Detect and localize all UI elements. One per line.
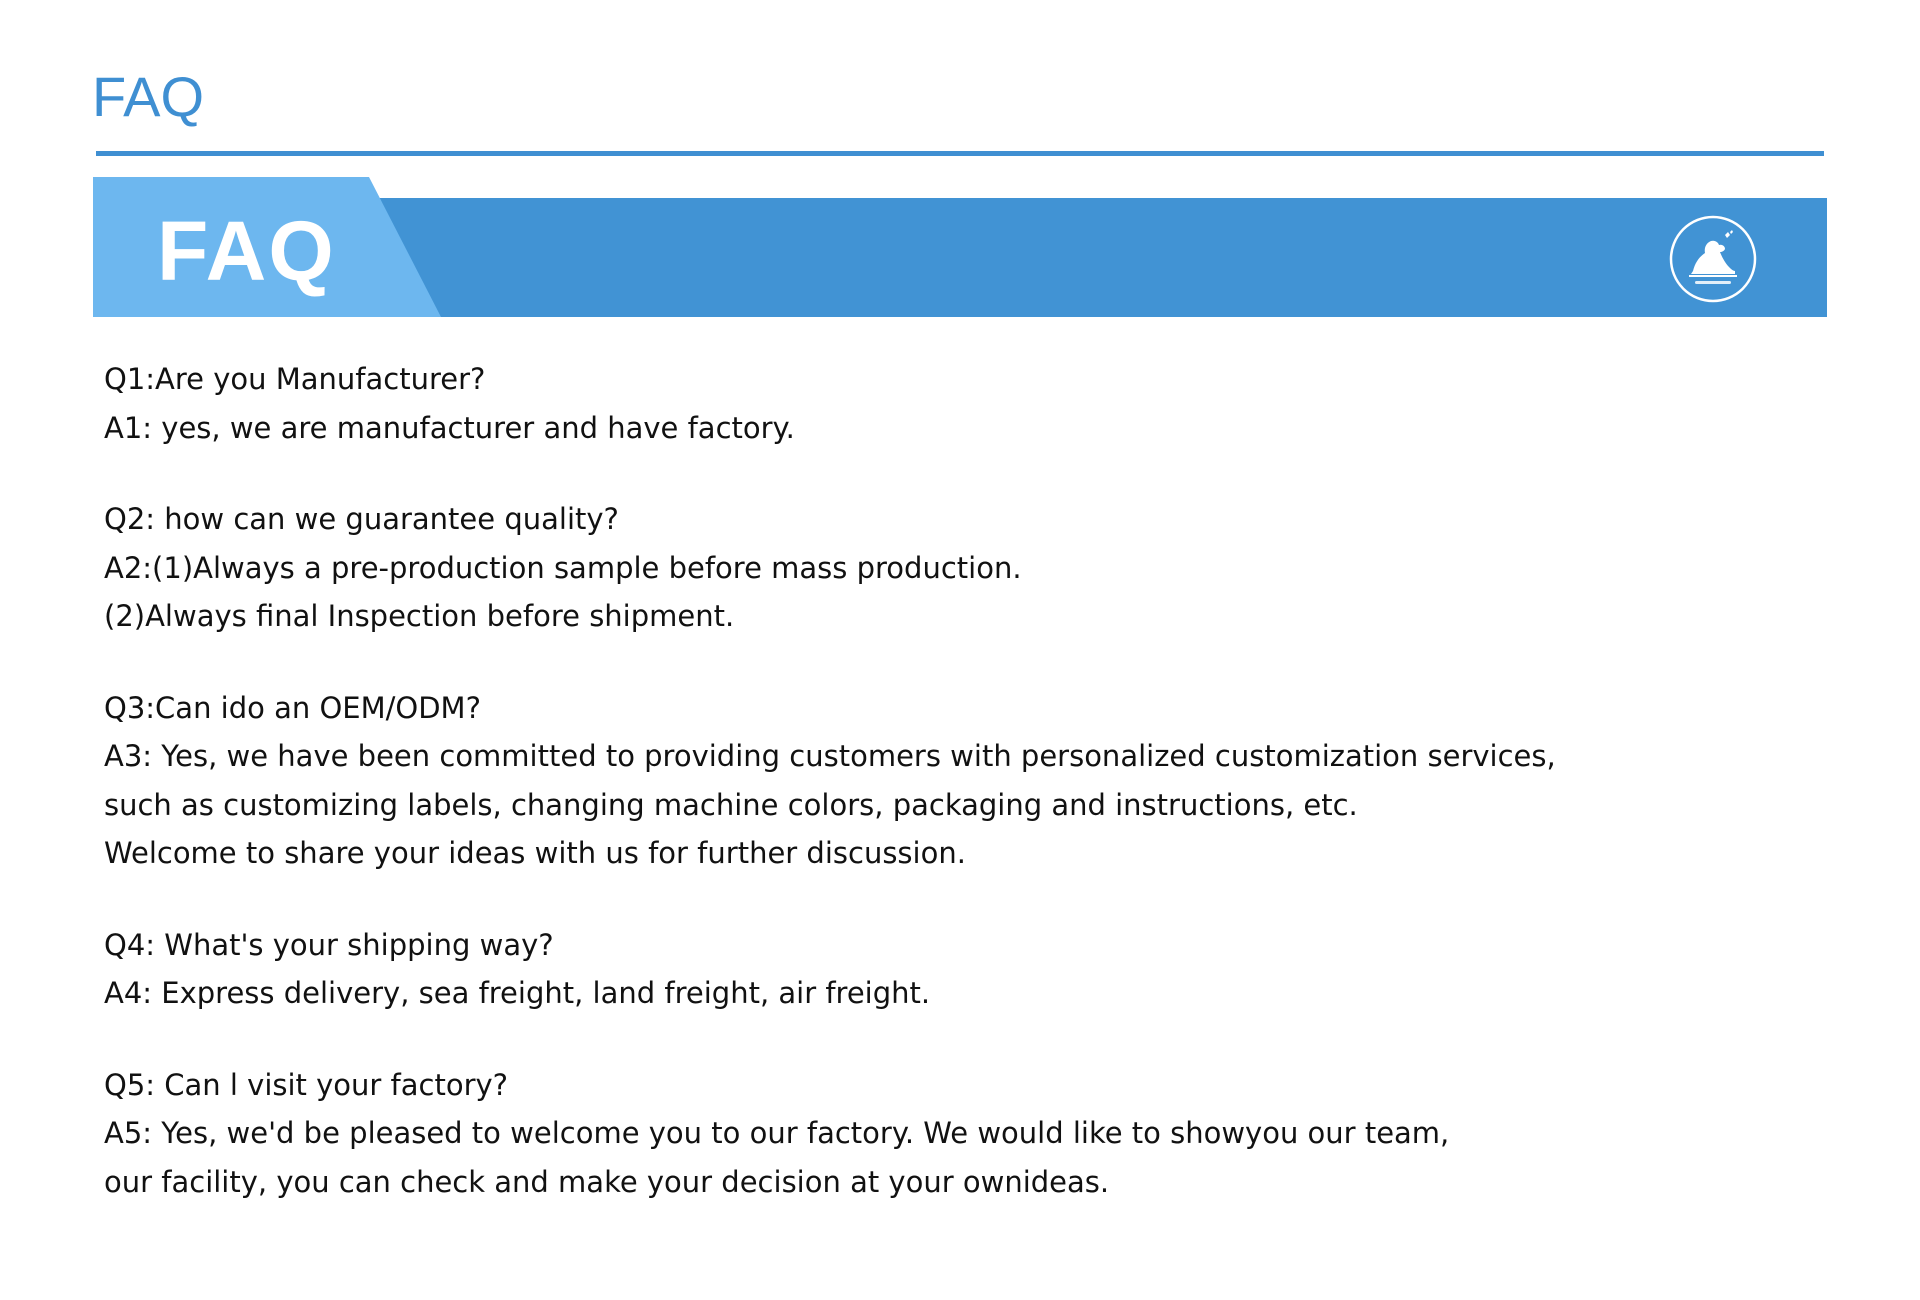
faq-answer: A2:(1)Always a pre-production sample before mass production. bbox=[104, 550, 1022, 585]
faq-question: Q3:Can ido an OEM/ODM? bbox=[104, 690, 481, 725]
faq-question: Q2: how can we guarantee quality? bbox=[104, 502, 619, 536]
faq-item-3 bbox=[104, 684, 1804, 878]
faq-item-4 bbox=[104, 921, 1804, 1018]
faq-item-5 bbox=[104, 1061, 1804, 1207]
banner-label: FAQ bbox=[157, 204, 336, 298]
title-divider bbox=[96, 151, 1824, 156]
bear-crystal-logo-icon bbox=[1667, 213, 1759, 305]
faq-question: Q4: What's your shipping way? bbox=[104, 927, 554, 962]
faq-banner bbox=[93, 177, 1827, 317]
faq-question: Q5: Can l visit your factory? bbox=[104, 1067, 509, 1102]
faq-answer: A3: Yes, we have been committed to providing customers with personalized customization services, bbox=[104, 739, 1556, 773]
faq-item-1 bbox=[104, 355, 1804, 452]
page-title: FAQ bbox=[92, 65, 205, 128]
faq-answer: A1: yes, we are manufacturer and have factory. bbox=[104, 410, 795, 445]
faq-answer: A5: Yes, we'd be pleased to welcome you to our factory. We would like to showyou our team, bbox=[104, 1116, 1450, 1150]
faq-answer: Welcome to share your ideas with us for further discussion. bbox=[104, 836, 966, 870]
faq-question: Q1:Are you Manufacturer? bbox=[104, 362, 486, 396]
faq-answer: A4: Express delivery, sea freight, land freight, air freight. bbox=[104, 976, 931, 1010]
faq-answer: (2)Always final Inspection before shipment. bbox=[104, 599, 735, 633]
faq-answer: such as customizing labels, changing machine colors, packaging and instructions, etc. bbox=[104, 787, 1358, 822]
faq-list bbox=[104, 355, 1804, 1249]
faq-answer: our facility, you can check and make your decision at your ownideas. bbox=[104, 1164, 1110, 1199]
faq-item-2 bbox=[104, 495, 1804, 641]
